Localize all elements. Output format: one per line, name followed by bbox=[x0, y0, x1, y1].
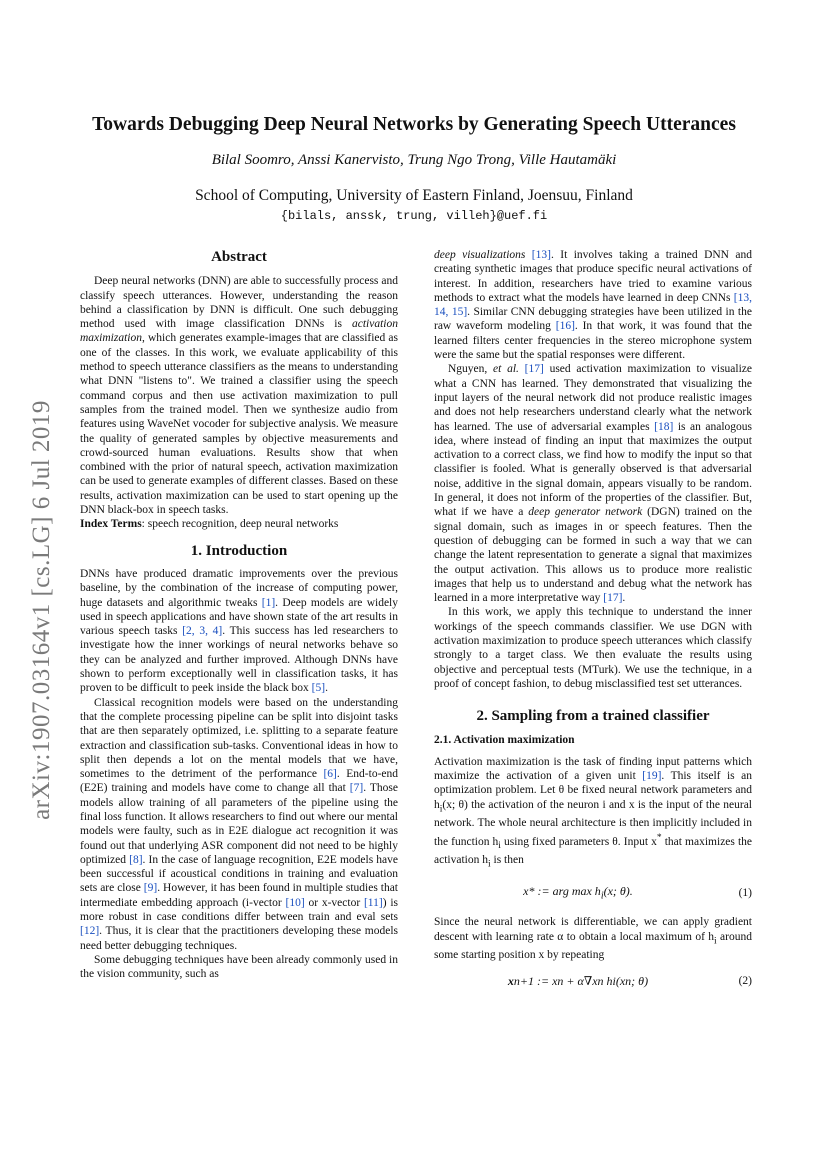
equation-1 bbox=[434, 884, 752, 904]
abstract-heading: Abstract bbox=[211, 249, 267, 265]
citation-link[interactable]: [17] bbox=[603, 592, 623, 605]
citation-link[interactable]: [13, 14, 15] bbox=[434, 291, 752, 319]
section2-heading: 2. Sampling from a trained classifier bbox=[476, 708, 710, 725]
citation-link[interactable]: [1] bbox=[261, 596, 276, 609]
paper-authors: Bilal Soomro, Anssi Kanervisto, Trung Ngo Trong, Ville Hautamäki bbox=[211, 152, 617, 168]
abstract-body: Deep neural networks (DNN) are able to successfully process and classify speech utterances. However, understanding the reason behind a classification by DNN is difficult. One such debugging method used with image classification DNNs is activation maximization, which generates example-images that are classified as one of the classes. In this work, we evaluate applicability of this method to speech utterance classifiers as the means to understanding what DNN "listens to". We trained a classifier using the speech command corpus and then use activation maximization to pull samples from the trained model. Then we synthesize audio from features using WaveNet vocoder for subjective analysis. We measure the quality of generated samples by objective measurements and crowd-sourced human evaluations. Results show that when combined with the prior of natural speech, activation maximization can be used to generate examples of different classes. Based on these results, activation maximization can be used to start opening up the DNN black-box in speech tasks. bbox=[80, 275, 398, 517]
citation-link[interactable]: [7] bbox=[349, 782, 364, 795]
citation-link[interactable]: [12] bbox=[80, 925, 100, 938]
citation-link[interactable]: [17] bbox=[524, 363, 544, 376]
citation-link[interactable]: [10] bbox=[285, 896, 305, 909]
citation-link[interactable]: [11] bbox=[363, 896, 383, 909]
intro-paragraph-3-cont: deep visualizations [13]. It involves taking a trained DNN and creating synthetic images that produce specific neural activations of interest. In addition, researchers have tried to examine various methods to extract what the models have learned in deep CNNs [13, 14, 15]. Similar CNN debugging strategies have been utilized in the raw waveform modeling [16]. In that work, it was found that the learned filters center frequencies in the stereo microphone system were the same but the spatial responses were different. bbox=[434, 249, 753, 362]
citation-link[interactable]: [18] bbox=[654, 420, 674, 433]
equation-2-body: xn+1 := xn + α∇xn hi(xn; θ) bbox=[507, 974, 649, 989]
intro-paragraph-4: Nguyen, et al. [17] used activation maximization to visualize what a CNN has learned. They demonstrated that visualizing the input layers of the neural network did not produce realistic images and does not help researchers understand clearly what the network has learned. The use of adversarial examples [18] is an analogous idea, where instead of finding an input that maximizes the output activation to a correct class, we find how to modify the input so that classifier is fooled. What is generally observed is that adversarial noise, additive in the signal domain, appears visually to be random. In general, it does not inform of the properties of the classifier. But, what if we have a deep generator network (DGN) trained on the signal domain, such as images in or speech features. Then the question of debugging can be formed in such a way that we can change the latent representation to generate a signal that maximizes the output activation. This allows us to produce more realistic images that help us to understand and debug what the network has learned in a more interpretative way [17]. bbox=[434, 363, 753, 605]
intro-paragraph-2: Classical recognition models were based on the understanding that the complete processing pipeline can be split into disjoint tasks that are then separately optimized, i.e. splitting to a separate feature extraction and classification sub-tasks. Conventional ideas in how to split then depends a lot on the mental models that we have, sometimes to the detriment of the performance [6]. End-to-end (E2E) training and models have come to change all that [7]. Those models allow training of all parameters of the pipeline using the final loss function. It allows researchers to find out where our mental models were faulty, such as in E2E dialogue act recognition it was found out that underlying ASR component did not need to be highly optimized [8]. In the case of language recognition, E2E models have been successful if acoustical conditions in training and evaluation sets are close [9]. However, it has been found in multiple studies that intermediate embedding approach (i-vector [10] or x-vector [11]) is more robust in case conditions differ between train and eval sets [12]. Thus, it is clear that the practitioners developing these models need better debugging techniques. bbox=[80, 696, 398, 952]
intro-heading: 1. Introduction bbox=[190, 542, 288, 559]
subsection-2-1-heading: 2.1. Activation maximization bbox=[434, 733, 575, 746]
equation-1-number: (1) bbox=[738, 887, 752, 900]
arxiv-identifier-text: arXiv:1907.03164v1 [cs.LG] 6 Jul 2019 bbox=[28, 400, 55, 820]
left-column bbox=[80, 248, 398, 982]
citation-link[interactable]: [16] bbox=[555, 320, 575, 333]
section2-paragraph-1: Activation maximization is the task of finding input patterns which maximize the activation of a given unit [19]. This itself is an optimization problem. Let θ be fixed neural network parameters and $h_i(x$; θ) the activation of the neuron i and x is the input of the neural network. The whole neural architecture is then implicitly included in the function $h_i$ using fixed parameters θ. Input x* that maximizes the activation $h_i$ is then bbox=[434, 755, 753, 870]
equation-2-number: (2) bbox=[738, 975, 752, 988]
citation-link[interactable]: [9] bbox=[143, 882, 158, 895]
citation-link[interactable]: [5] bbox=[311, 682, 326, 695]
citation-link[interactable]: [2, 3, 4] bbox=[182, 625, 223, 638]
citation-link[interactable]: [6] bbox=[323, 768, 337, 781]
citation-link[interactable]: [19] bbox=[642, 770, 662, 783]
citation-link[interactable]: [8] bbox=[129, 853, 143, 866]
intro-paragraph-5: In this work, we apply this technique to understand the inner workings of the speech commands classifier. We use DGN with activation maximization to produce speech utterances which classify strongly to a target class. We then evaluate the results using objective and perceptual tests (MTurk). We use the technique, in a proof of concept fashion, to debug misclassified test set utterances. bbox=[434, 606, 752, 690]
section2-paragraph-2: Since the neural network is differentiable, we can apply gradient descent with learning rate α to obtain a local maximum of $h_i$ around some starting position x by repeating bbox=[434, 916, 752, 962]
intro-paragraph-3-start: Some debugging techniques have been already commonly used in the vision community, such as bbox=[80, 953, 398, 981]
paper-affiliation: School of Computing, University of Eastern Finland, Joensuu, Finland bbox=[195, 187, 633, 204]
right-column bbox=[434, 248, 752, 1001]
index-terms: Index Terms: speech recognition, deep neural networks bbox=[80, 518, 339, 531]
equation-2 bbox=[434, 974, 752, 988]
paper-emails: {bilals, anssk, trung, villeh}@uef.fi bbox=[280, 209, 548, 223]
equation-1-body: x* := arg $\max h_i(x$; θ). bbox=[523, 883, 633, 901]
citation-link[interactable]: [13] bbox=[531, 249, 551, 261]
arxiv-identifier bbox=[27, 380, 57, 840]
intro-paragraph-1: DNNs have produced dramatic improvements over the previous baseline, by the combination of the increase of computing power, huge datasets and algorithmic tweaks [1]. Deep models are widely used in speech applications and have shown state of the art results in various speech tasks [2, 3, 4]. This success has led researchers to investigate how the inner workings of neural networks behave so they can be analyzed and further improved. Although DNNs have shown to perform exceptionally well in classification tasks, it has proven to be difficult to peek inside the black box [5]. bbox=[80, 567, 398, 695]
paper-title: Towards Debugging Deep Neural Networks by Generating Speech Utterances bbox=[92, 114, 736, 135]
